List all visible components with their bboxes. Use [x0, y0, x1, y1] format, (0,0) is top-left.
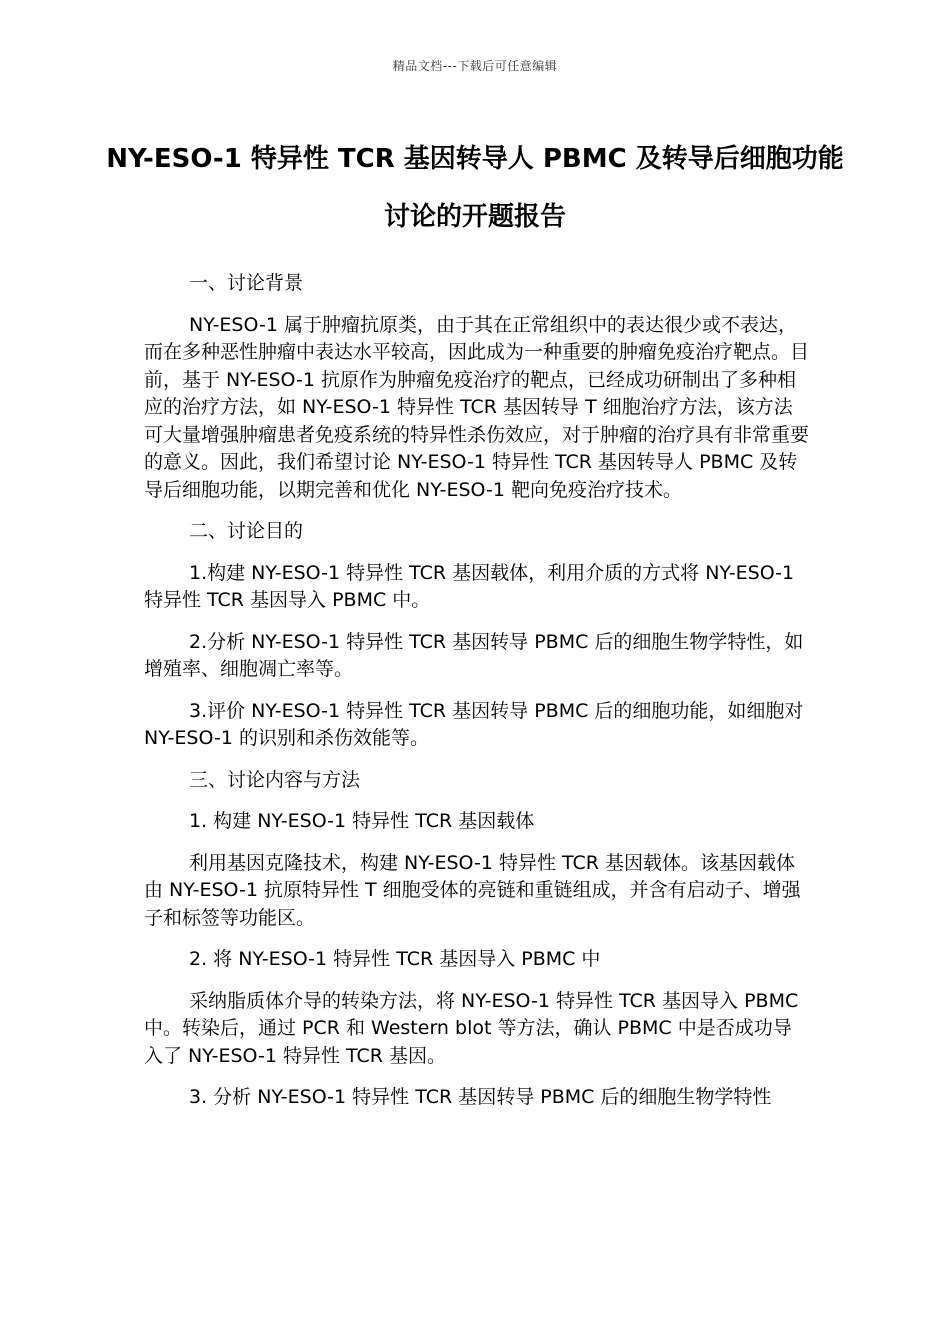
method-heading-2: 2. 将 NY-ESO-1 特异性 TCR 基因导入 PBMC 中 [189, 948, 601, 970]
section-heading-background: 一、讨论背景 [189, 272, 304, 294]
purpose-item-2: 2.分析 NY-ESO-1 特异性 TCR 基因转导 PBMC 后的细胞生物学特性，如增殖率、细胞凋亡率等。 [144, 630, 804, 680]
section-heading-purpose: 二、讨论目的 [189, 520, 304, 542]
purpose-item-3: 3.评价 NY-ESO-1 特异性 TCR 基因转导 PBMC 后的细胞功能，如细胞对 NY-ESO-1 的识别和杀伤效能等。 [144, 699, 804, 749]
document-body [144, 270, 810, 1126]
paragraph-background: NY-ESO-1 属于肿瘤抗原类，由于其在正常组织中的表达很少或不表达，而在多种恶性肿瘤中表达水平较高，因此成为一种重要的肿瘤免疫治疗靶点。目前，基于 NY-ESO-1 抗原作为肿瘤免疫治疗的靶点，已经成功研制出了多种相应的治疗方法，如 NY-ESO-1 特异性 TCR 基因转导 T 细胞治疗方法，该方法可大量增强肿瘤患者免疫系统的特异性杀伤效应，对于肿瘤的治疗具有非常重要的意义。因此，我们希望讨论 NY-ESO-1 特异性 TCR 基因转导人 PBMC 及转导后细胞功能，以期完善和优化 NY-ESO-1 靶向免疫治疗技术。 [144, 313, 810, 501]
purpose-item-1: 1.构建 NY-ESO-1 特异性 TCR 基因载体，利用介质的方式将 NY-ESO-1 特异性 TCR 基因导入 PBMC 中。 [144, 561, 795, 611]
method-paragraph-2: 采纳脂质体介导的转染方法，将 NY-ESO-1 特异性 TCR 基因导入 PBMC 中。转染后，通过 PCR 和 Western blot 等方法，确认 PBMC 中是否成功导入了 NY-ESO-1 特异性 TCR 基因。 [144, 989, 799, 1067]
method-heading-3: 3. 分析 NY-ESO-1 特异性 TCR 基因转导 PBMC 后的细胞生物学特性 [189, 1086, 772, 1108]
header-note: 精品文档---下载后可任意编辑 [392, 59, 558, 73]
method-paragraph-1: 利用基因克隆技术，构建 NY-ESO-1 特异性 TCR 基因载体。该基因载体由 NY-ESO-1 抗原特异性 T 细胞受体的亮链和重链组成，并含有启动子、增强子和标签等功能区。 [144, 851, 801, 929]
section-heading-methods: 三、讨论内容与方法 [189, 768, 361, 791]
document-title: NY-ESO-1 特异性 TCR 基因转导人 PBMC 及转导后细胞功能讨论的开题报告 [106, 144, 844, 232]
method-heading-1: 1. 构建 NY-ESO-1 特异性 TCR 基因载体 [189, 810, 535, 832]
